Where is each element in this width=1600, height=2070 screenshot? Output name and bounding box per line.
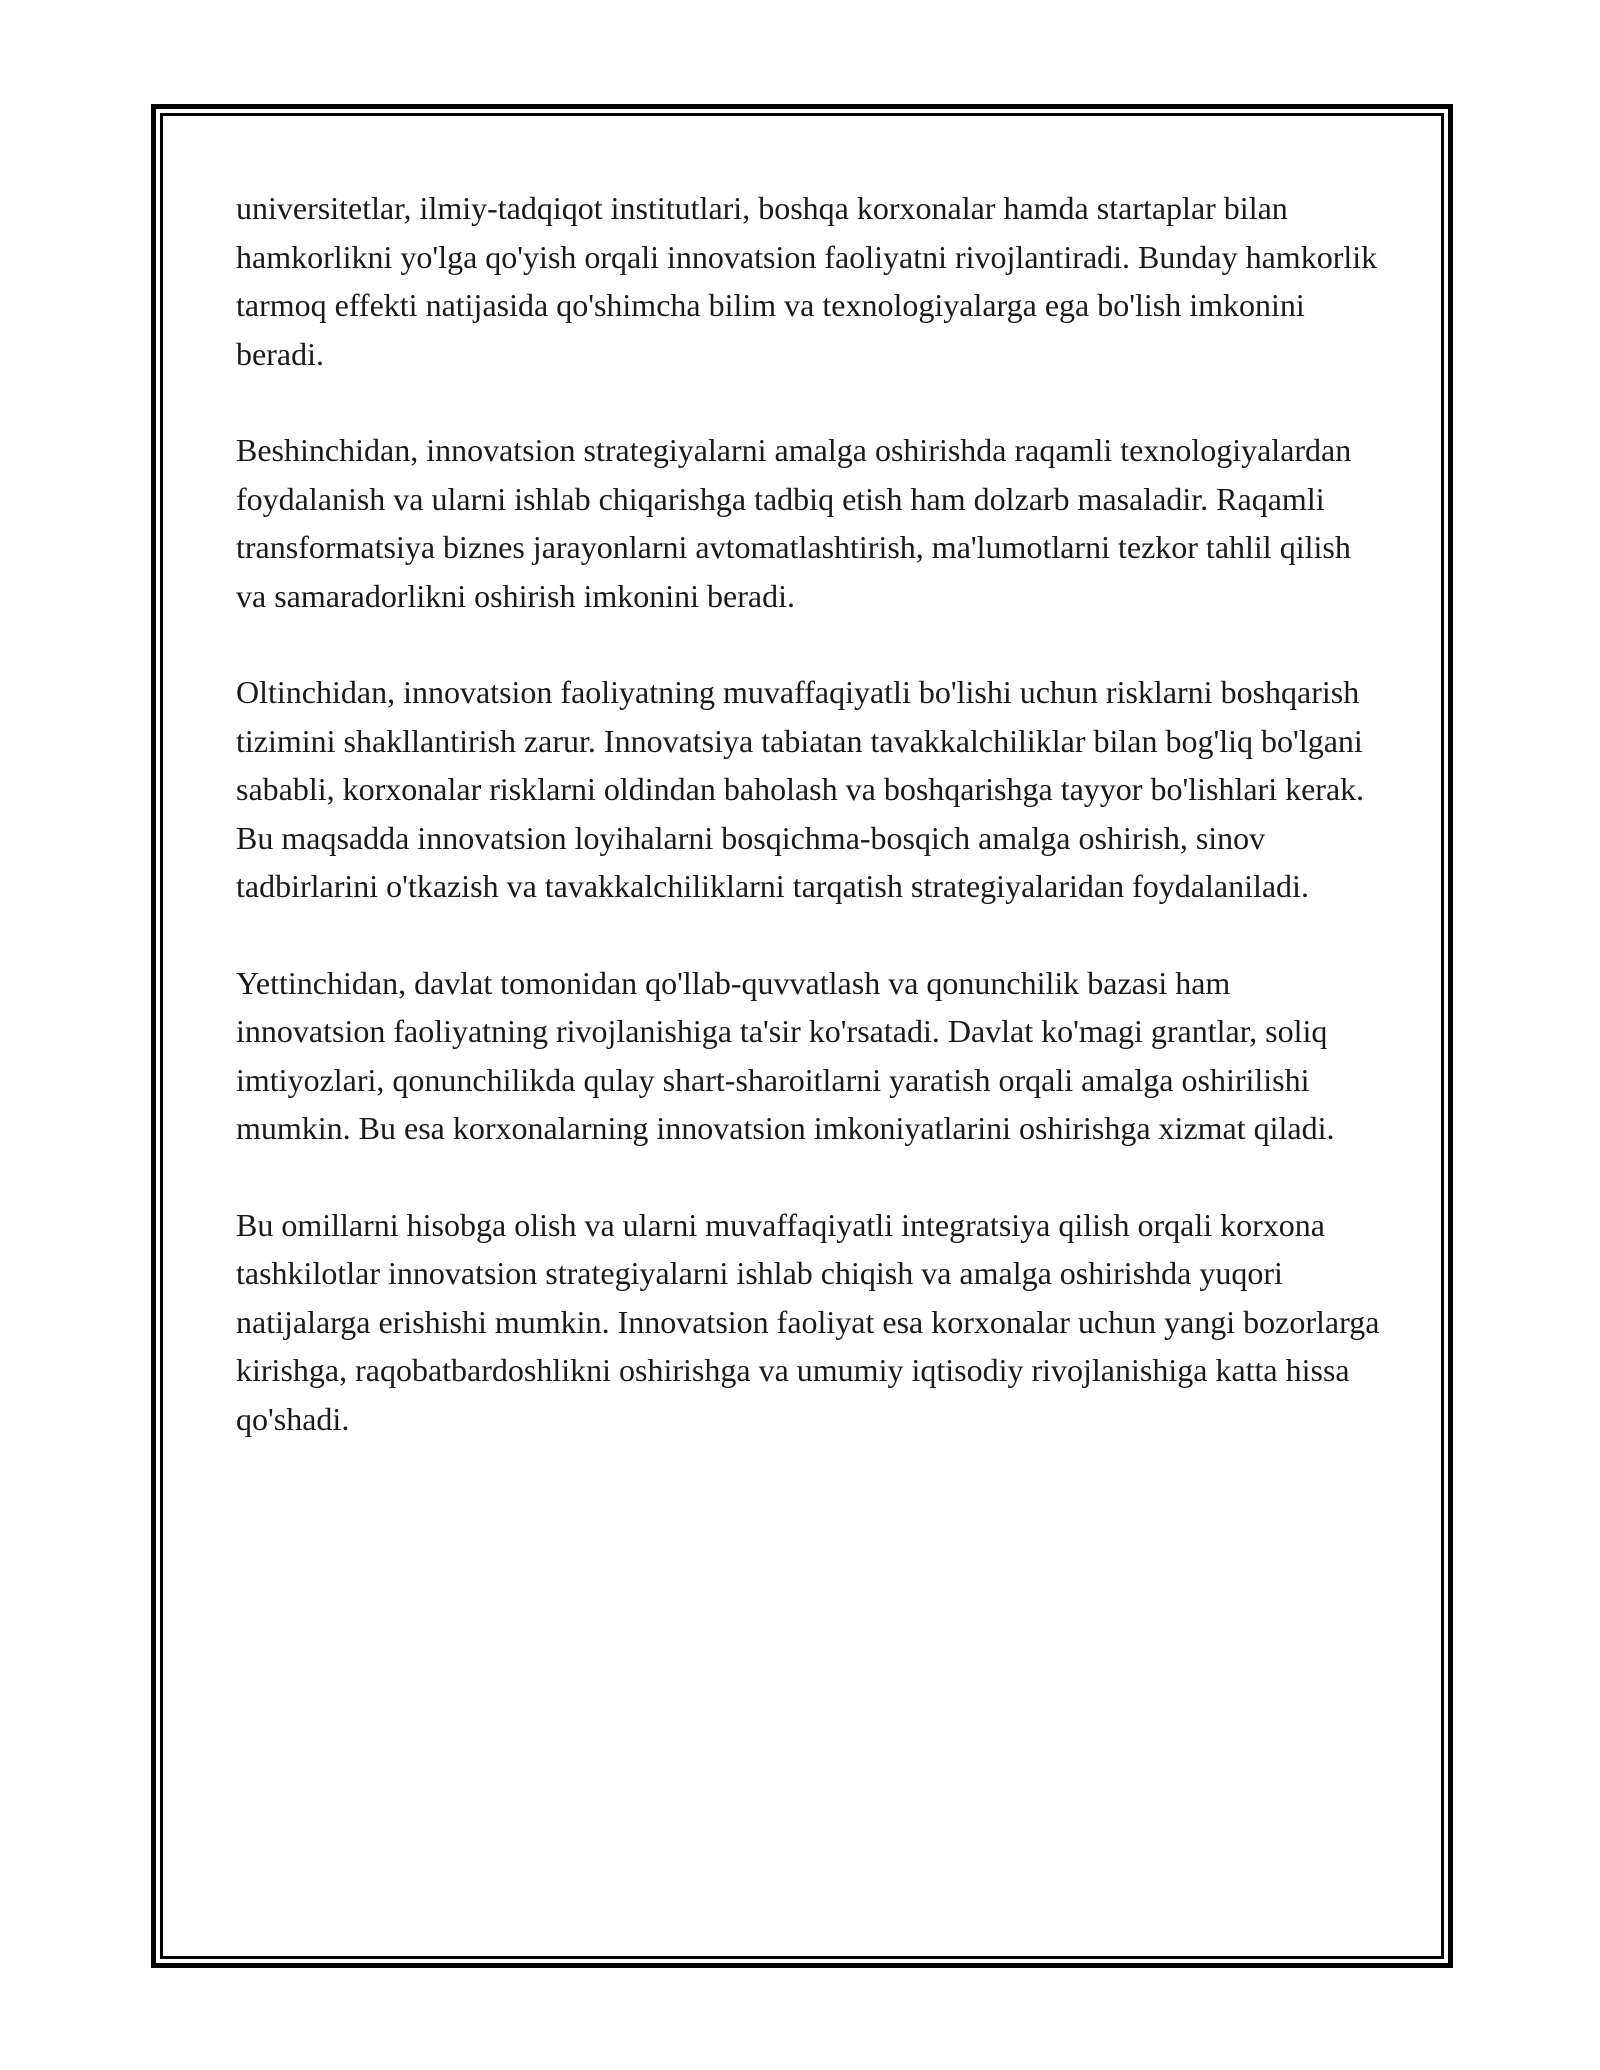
paragraph: Bu omillarni hisobga olish va ularni muvaffaqiyatli integratsiya qilish orqali korxona tashkilotlar innovatsion strategiyalarni ishlab chiqish va amalga oshirishda yuqori natijalarga erishishi mumkin. Innovatsion faoliyat esa korxonalar uchun yangi bozorlarga kirishga, raqobatbardoshlikni oshirishga va umumiy iqtisodiy rivojlanishiga katta hissa qo'shadi. — [236, 1206, 1380, 1437]
paragraph: Yettinchidan, davlat tomonidan qo'llab-quvvatlash va qonunchilik bazasi ham innovatsion faoliyatning rivojlanishiga ta'sir ko'rsatadi. Davlat ko'magi grantlar, soliq imtiyozlari, qonunchilikda qulay shart-sharoitlarni yaratish orqali amalga oshirilishi mumkin. Bu esa korxonalarning innovatsion imkoniyatlarini oshirishga xizmat qiladi. — [236, 964, 1335, 1146]
document-body — [236, 184, 1386, 1491]
paragraph: universitetlar, ilmiy-tadqiqot institutlari, boshqa korxonalar hamda startaplar bilan hamkorlikni yo'lga qo'yish orqali innovatsion faoliyatni rivojlantiradi. Bunday hamkorlik tarmoq effekti natijasida qo'shimcha bilim va texnologiyalarga ega bo'lish imkonini beradi. — [236, 190, 1378, 372]
paragraph: Oltinchidan, innovatsion faoliyatning muvaffaqiyatli bo'lishi uchun risklarni boshqarish tizimini shakllantirish zarur. Innovatsiya tabiatan tavakkalchiliklar bilan bog'liq bo'lgani sababli, korxonalar risklarni oldindan baholash va boshqarishga tayyor bo'lishlari kerak. Bu maqsadda innovatsion loyihalarni bosqichma-bosqich amalga oshirish, sinov tadbirlarini o'tkazish va tavakkalchiliklarni tarqatish strategiyalaridan foydalaniladi. — [236, 674, 1365, 904]
paragraph: Beshinchidan, innovatsion strategiyalarni amalga oshirishda raqamli texnologiyalardan foydalanish va ularni ishlab chiqarishga tadbiq etish ham dolzarb masaladir. Raqamli transformatsiya biznes jarayonlarni avtomatlashtirish, ma'lumotlarni tezkor tahlil qilish va samaradorlikni oshirish imkonini beradi. — [236, 432, 1352, 614]
